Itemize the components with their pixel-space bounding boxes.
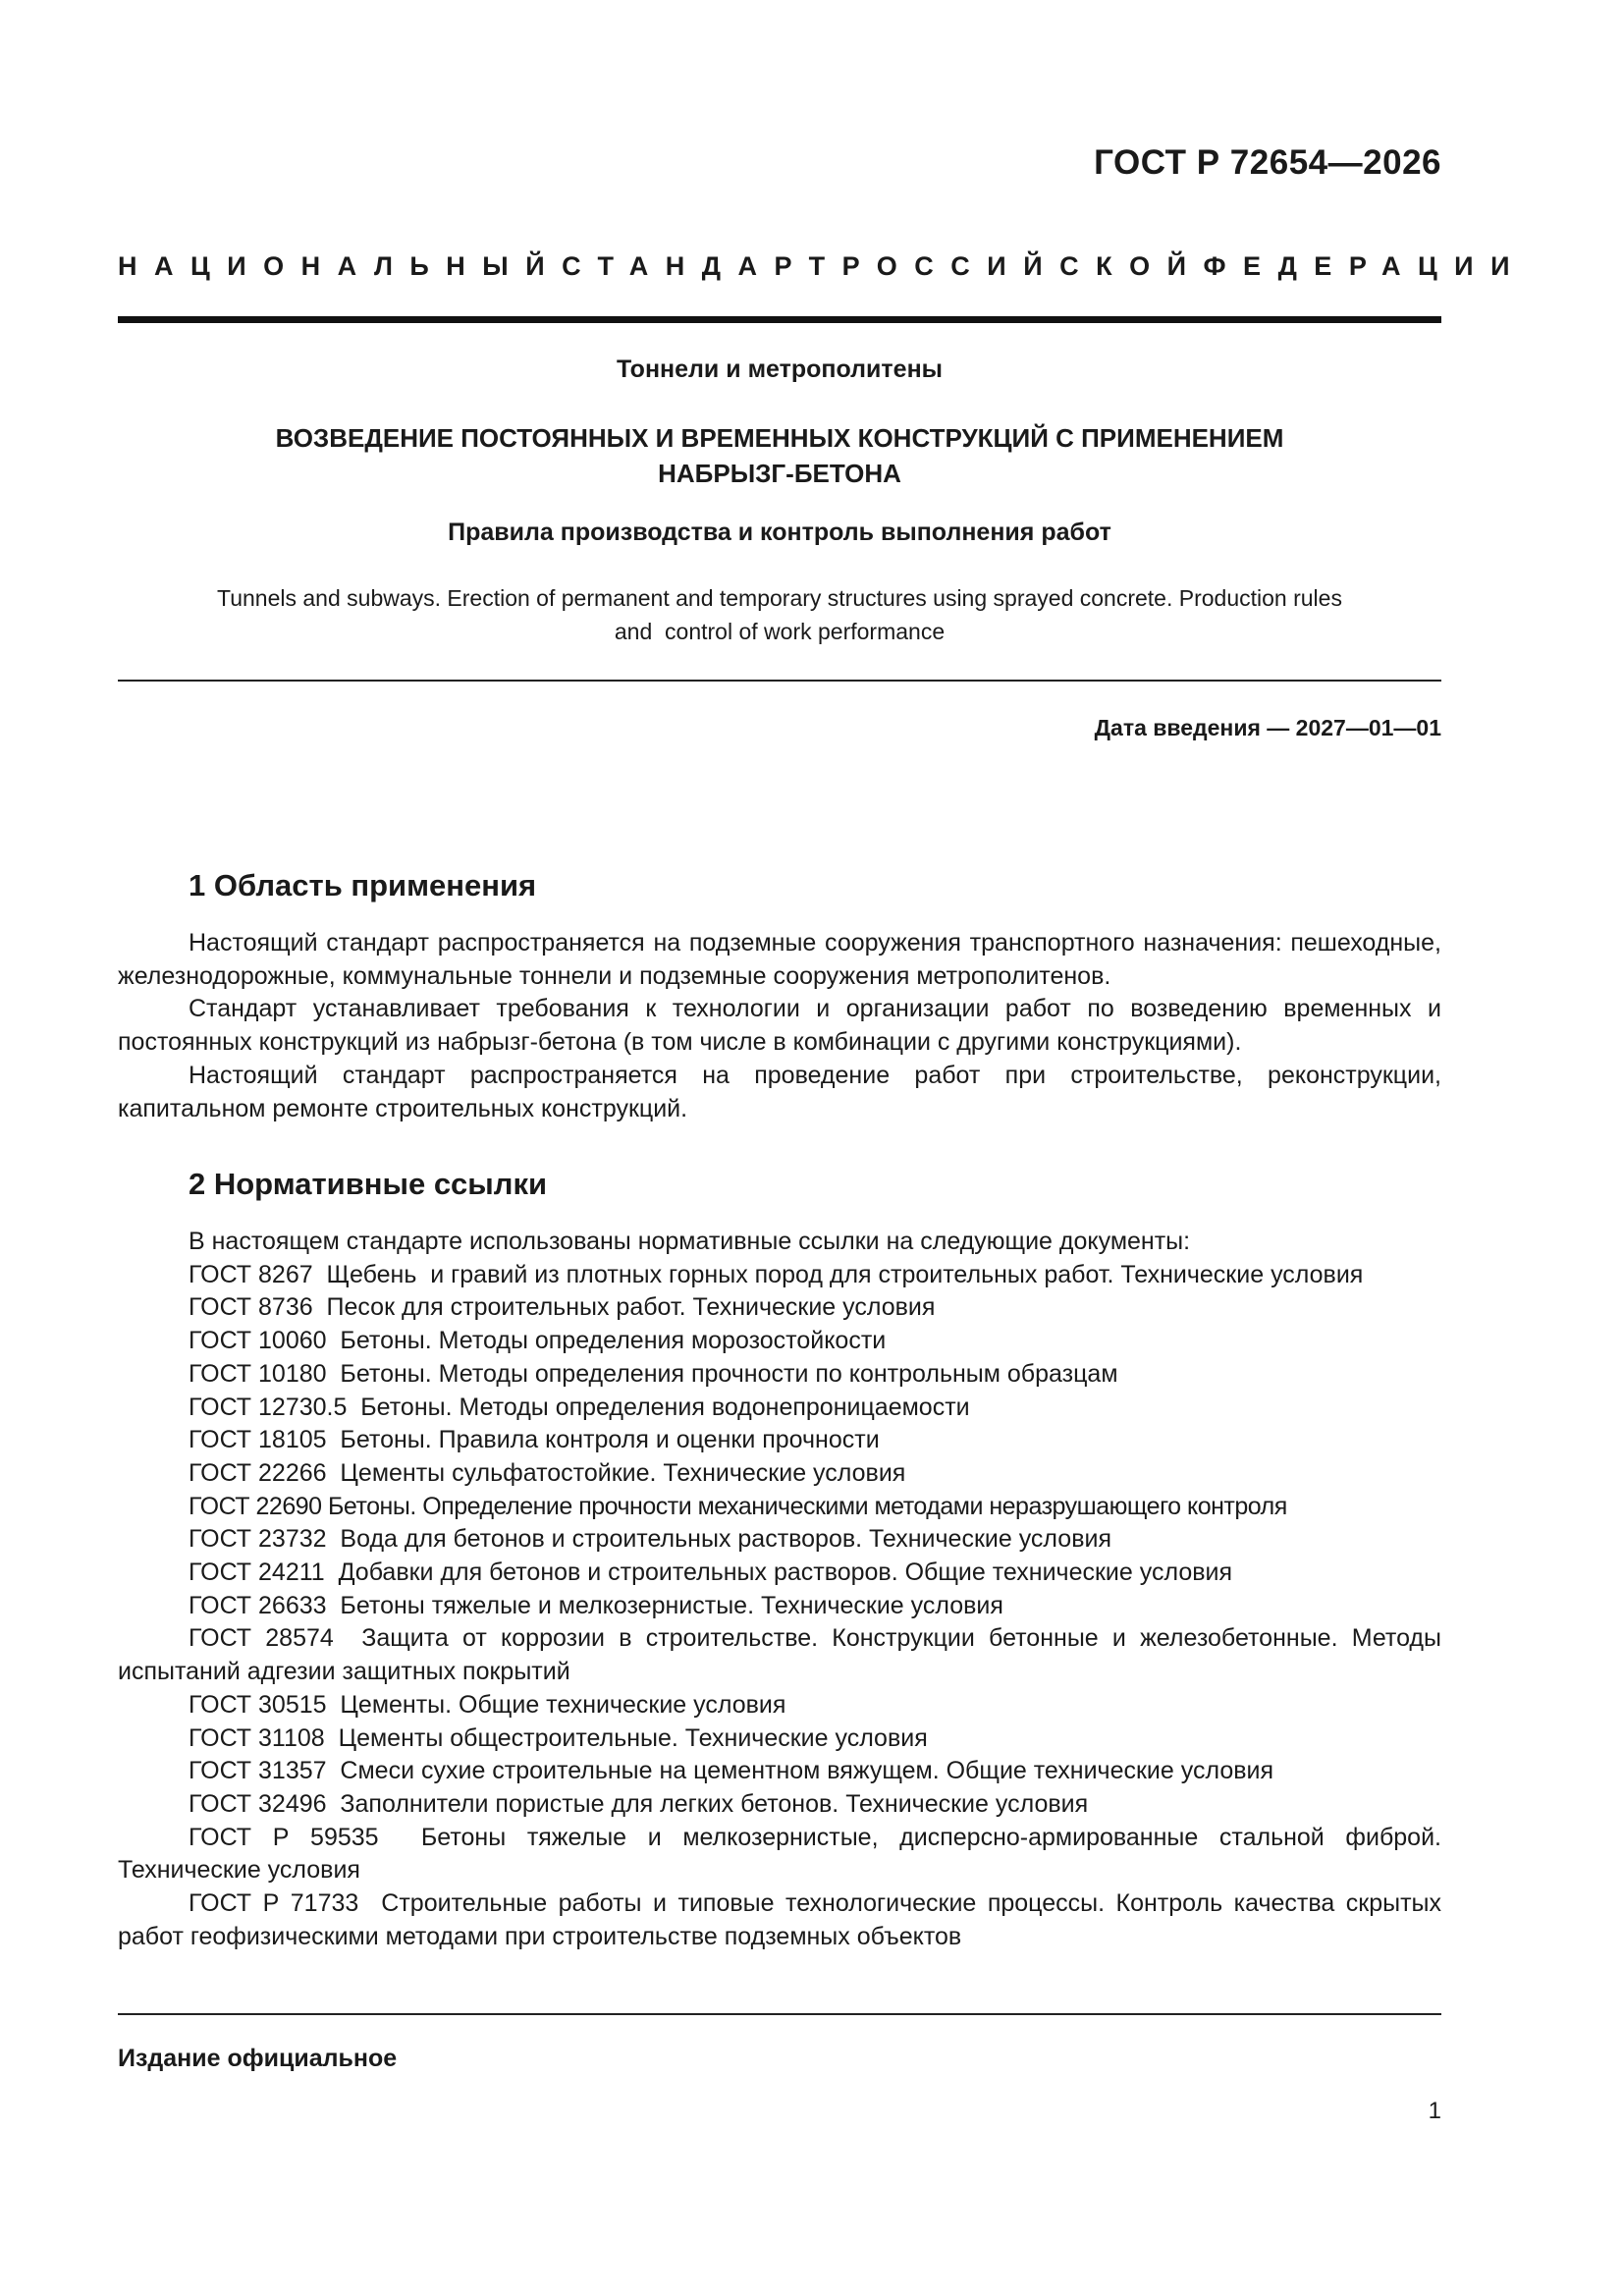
reference-item: ГОСТ 28574 Защита от коррозии в строительстве. Конструкции бетонные и железобетонные. Методы испытаний адгезии защитных покрытий (118, 1624, 1448, 1686)
reference-item: ГОСТ 26633 Бетоны тяжелые и мелкозернистые. Технические условия (189, 1591, 1003, 1619)
paragraph: Настоящий стандарт распространяется на проведение работ при строительстве, реконструкции, капитальном ремонте строительных конструкций. (118, 1061, 1441, 1122)
section-1-body (118, 927, 1441, 1125)
english-title-line: Tunnels and subways. Erection of permanent and temporary structures using sprayed concrete. Production rules (217, 585, 1342, 611)
reference-item: ГОСТ 32496 Заполнители пористые для легких бетонов. Технические условия (189, 1789, 1089, 1818)
reference-item: ГОСТ 31108 Цементы общестроительные. Технические условия (189, 1723, 928, 1752)
page-number: 1 (1428, 2098, 1441, 2124)
header-thick-rule (118, 316, 1441, 323)
section-2-body (118, 1226, 1448, 1953)
heading-word: СТАНДАРТ (562, 251, 842, 281)
paragraph: Настоящий стандарт распространяется на подземные сооружения транспортного назначения: пешеходные, железнодорожные, коммунальные тоннели и подземные сооружения метрополитенов. (118, 929, 1441, 990)
footer-divider (118, 2013, 1441, 2015)
reference-item: ГОСТ 22266 Цементы сульфатостойкие. Технические условия (189, 1458, 906, 1487)
reference-item: ГОСТ 24211 Добавки для бетонов и строительных растворов. Общие технические условия (189, 1558, 1233, 1587)
reference-item: ГОСТ 23732 Вода для бетонов и строительных растворов. Технические условия (189, 1525, 1111, 1554)
standard-number: ГОСТ Р 72654—2026 (1094, 143, 1441, 182)
main-title-line: НАБРЫЗГ-БЕТОНА (658, 459, 901, 488)
introduction-date: Дата введения — 2027—01—01 (1094, 715, 1441, 740)
document-main-title (118, 420, 1441, 491)
reference-item: ГОСТ 18105 Бетоны. Правила контроля и оценки прочности (189, 1426, 880, 1454)
main-title-line: ВОЗВЕДЕНИЕ ПОСТОЯННЫХ И ВРЕМЕННЫХ КОНСТРУКЦИЙ С ПРИМЕНЕНИЕМ (275, 423, 1284, 453)
section-2-title: 2 Нормативные ссылки (189, 1167, 548, 1201)
reference-item: ГОСТ 31357 Смеси сухие строительные на цементном вяжущем. Общие технические условия (189, 1757, 1274, 1785)
document-sub-heading: Правила производства и контроль выполнения работ (448, 519, 1111, 546)
paragraph: В настоящем стандарте использованы нормативные ссылки на следующие документы: (189, 1228, 1191, 1255)
reference-item: ГОСТ Р 59535 Бетоны тяжелые и мелкозернистые, дисперсно-армированные стальной фиброй. Технические условия (118, 1823, 1448, 1885)
reference-item: ГОСТ 8736 Песок для строительных работ. Технические условия (189, 1293, 936, 1322)
paragraph: Стандарт устанавливает требования к технологии и организации работ по возведению временных и постоянных конструкций из набрызг-бетона (в том числе в комбинации с другими конструкциями). (118, 995, 1441, 1057)
english-title (118, 581, 1441, 648)
reference-item: ГОСТ 8267 Щебень и гравий из плотных горных пород для строительных работ. Технические условия (189, 1260, 1364, 1288)
national-standard-heading (118, 251, 1527, 282)
heading-word: ФЕДЕРАЦИИ (1203, 251, 1527, 281)
reference-item: ГОСТ 30515 Цементы. Общие технические условия (189, 1690, 786, 1719)
reference-item: ГОСТ 22690 Бетоны. Определение прочности механическими методами неразрушающего контроля (189, 1492, 1287, 1520)
reference-item: ГОСТ 10180 Бетоны. Методы определения прочности по контрольным образцам (189, 1359, 1118, 1388)
reference-item: ГОСТ 12730.5 Бетоны. Методы определения водонепроницаемости (189, 1393, 970, 1421)
heading-word: НАЦИОНАЛЬНЫЙ (118, 251, 563, 281)
english-title-line: and control of work performance (614, 619, 946, 644)
document-subtitle: Тоннели и метрополитены (616, 355, 944, 383)
title-divider (118, 680, 1441, 682)
official-edition-label: Издание официальное (118, 2045, 398, 2072)
section-1-title: 1 Область применения (189, 868, 537, 902)
heading-word: РОССИЙСКОЙ (841, 251, 1204, 281)
reference-item: ГОСТ Р 71733 Строительные работы и типовые технологические процессы. Контроль качества скрытых работ геофизическими методами при строительстве подземных объектов (118, 1889, 1448, 1950)
reference-item: ГОСТ 10060 Бетоны. Методы определения морозостойкости (189, 1327, 887, 1355)
